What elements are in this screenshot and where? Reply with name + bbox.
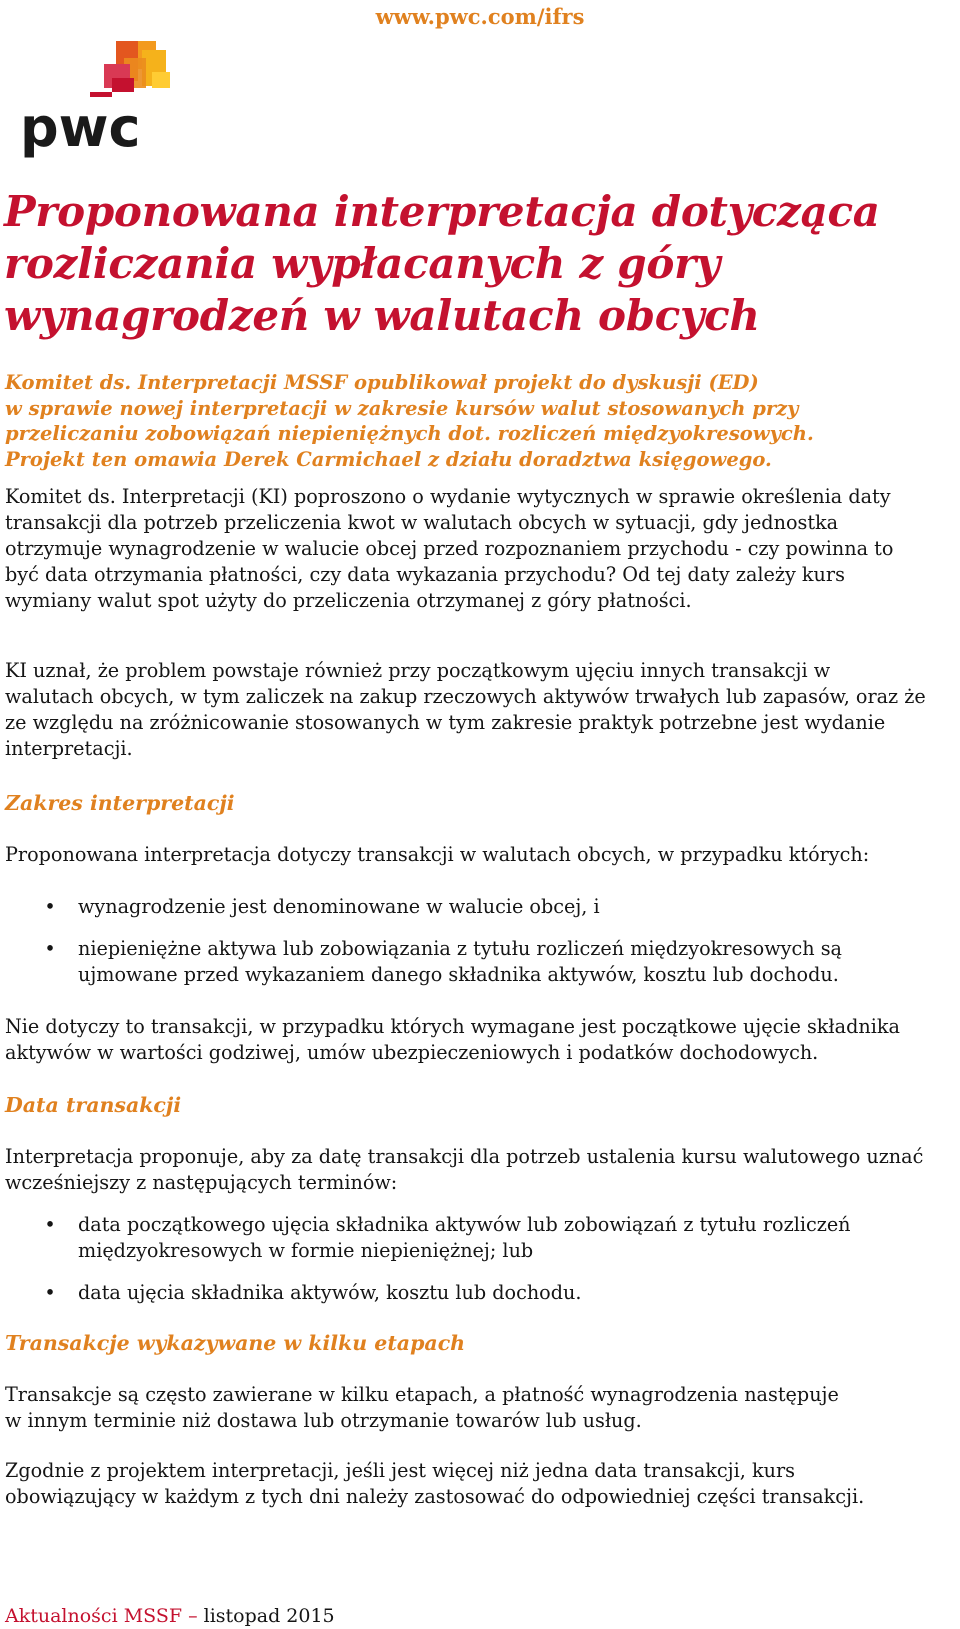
text-line: ze względu na zróżnicowanie stosowanych w tym zakresie praktyk potrzebne jest wydanie <box>5 711 886 734</box>
text-line: KI uznał, że problem powstaje również przy początkowym ujęciu innych transakcji w <box>5 659 831 682</box>
lead-line: w sprawie nowej interpretacji w zakresie kursów walut stosowanych przy <box>5 396 799 420</box>
paragraph-date <box>5 1144 955 1196</box>
text-line: walutach obcych, w tym zaliczek na zakup rzeczowych aktywów trwałych lub zapasów, oraz że <box>5 685 926 708</box>
text-line: wynagrodzenie jest denominowane w walucie obcej, i <box>78 895 600 918</box>
footer-separator: – <box>182 1605 204 1627</box>
text-line: być data otrzymania płatności, czy data wykazania przychodu? Od tej daty zależy kurs <box>5 563 845 586</box>
text-line: wcześniejszy z następujących terminów: <box>5 1171 398 1194</box>
text-line: Transakcje są często zawierane w kilku etapach, a płatność wynagrodzenia następuje <box>5 1383 839 1406</box>
bullet-icon: • <box>44 895 56 918</box>
paragraph-problem <box>5 658 955 762</box>
text-line: data początkowego ujęcia składnika aktywów lub zobowiązań z tytułu rozliczeń <box>78 1213 851 1236</box>
heading-date: Data transakcji <box>5 1093 182 1117</box>
text-line: data ujęcia składnika aktywów, kosztu lub dochodu. <box>78 1281 582 1304</box>
text-line: niepieniężne aktywa lub zobowiązania z tytułu rozliczeń międzyokresowych są <box>78 937 842 960</box>
bullet-icon: • <box>44 1213 56 1236</box>
text-line: Interpretacja proponuje, aby za datę transakcji dla potrzeb ustalenia kursu walutowego uznać <box>5 1145 924 1168</box>
title-line: rozliczania wypłacanych z góry <box>4 239 721 288</box>
paragraph-multiple-dates <box>5 1458 955 1510</box>
title-line: wynagrodzeń w walutach obcych <box>4 291 760 340</box>
text-line: otrzymuje wynagrodzenie w walucie obcej przed rozpoznaniem przychodu - czy powinna to <box>5 537 894 560</box>
text-line: interpretacji. <box>5 737 133 760</box>
paragraph-scope <box>5 842 955 868</box>
bullet-icon: • <box>44 1281 56 1304</box>
lead-line: przeliczaniu zobowiązań niepieniężnych dot. rozliczeń międzyokresowych. <box>5 422 814 445</box>
paragraph-request <box>5 484 955 614</box>
lead-paragraph <box>5 370 955 472</box>
text-line: Nie dotyczy to transakcji, w przypadku których wymagane jest początkowe ujęcie składnika <box>5 1015 900 1038</box>
text-line: międzyokresowych w formie niepieniężnej; lub <box>78 1239 534 1262</box>
pwc-logo <box>20 38 180 168</box>
paragraph-stages <box>5 1382 955 1434</box>
text-line: Zgodnie z projektem interpretacji, jeśli jest więcej niż jedna data transakcji, kurs <box>5 1459 795 1482</box>
text-line: transakcji dla potrzeb przeliczenia kwot w walutach obcych w sytuacji, gdy jednostka <box>5 511 839 534</box>
text-line: wymiany walut spot użyty do przeliczenia otrzymanej z góry płatności. <box>5 589 692 612</box>
lead-line: Projekt ten omawia Derek Carmichael z działu doradztwa księgowego. <box>5 447 772 471</box>
svg-text:pwc: pwc <box>20 96 141 159</box>
paragraph-exclusions <box>5 1014 955 1066</box>
footer <box>5 1604 335 1628</box>
footer-publication: Aktualności MSSF <box>5 1605 183 1627</box>
text-line: ujmowane przed wykazaniem danego składnika aktywów, kosztu lub dochodu. <box>78 963 839 986</box>
text-line: Proponowana interpretacja dotyczy transakcji w walutach obcych, w przypadku których: <box>5 843 870 866</box>
title-line: Proponowana interpretacja dotycząca <box>4 187 880 236</box>
bullet-icon: • <box>44 937 56 960</box>
heading-stages: Transakcje wykazywane w kilku etapach <box>5 1331 466 1355</box>
footer-date: listopad 2015 <box>203 1605 335 1627</box>
text-line: Komitet ds. Interpretacji (KI) poproszono o wydanie wytycznych w sprawie określenia daty <box>5 485 891 508</box>
heading-scope: Zakres interpretacji <box>5 791 235 815</box>
text-line: w innym terminie niż dostawa lub otrzymanie towarów lub usług. <box>5 1409 642 1432</box>
lead-line: Komitet ds. Interpretacji MSSF opublikował projekt do dyskusji (ED) <box>5 371 759 394</box>
text-line: aktywów w wartości godziwej, umów ubezpieczeniowych i podatków dochodowych. <box>5 1041 819 1064</box>
site-url[interactable]: www.pwc.com/ifrs <box>375 4 585 29</box>
text-line: obowiązujący w każdym z tych dni należy zastosować do odpowiedniej części transakcji. <box>5 1485 865 1508</box>
article-title <box>4 186 954 342</box>
